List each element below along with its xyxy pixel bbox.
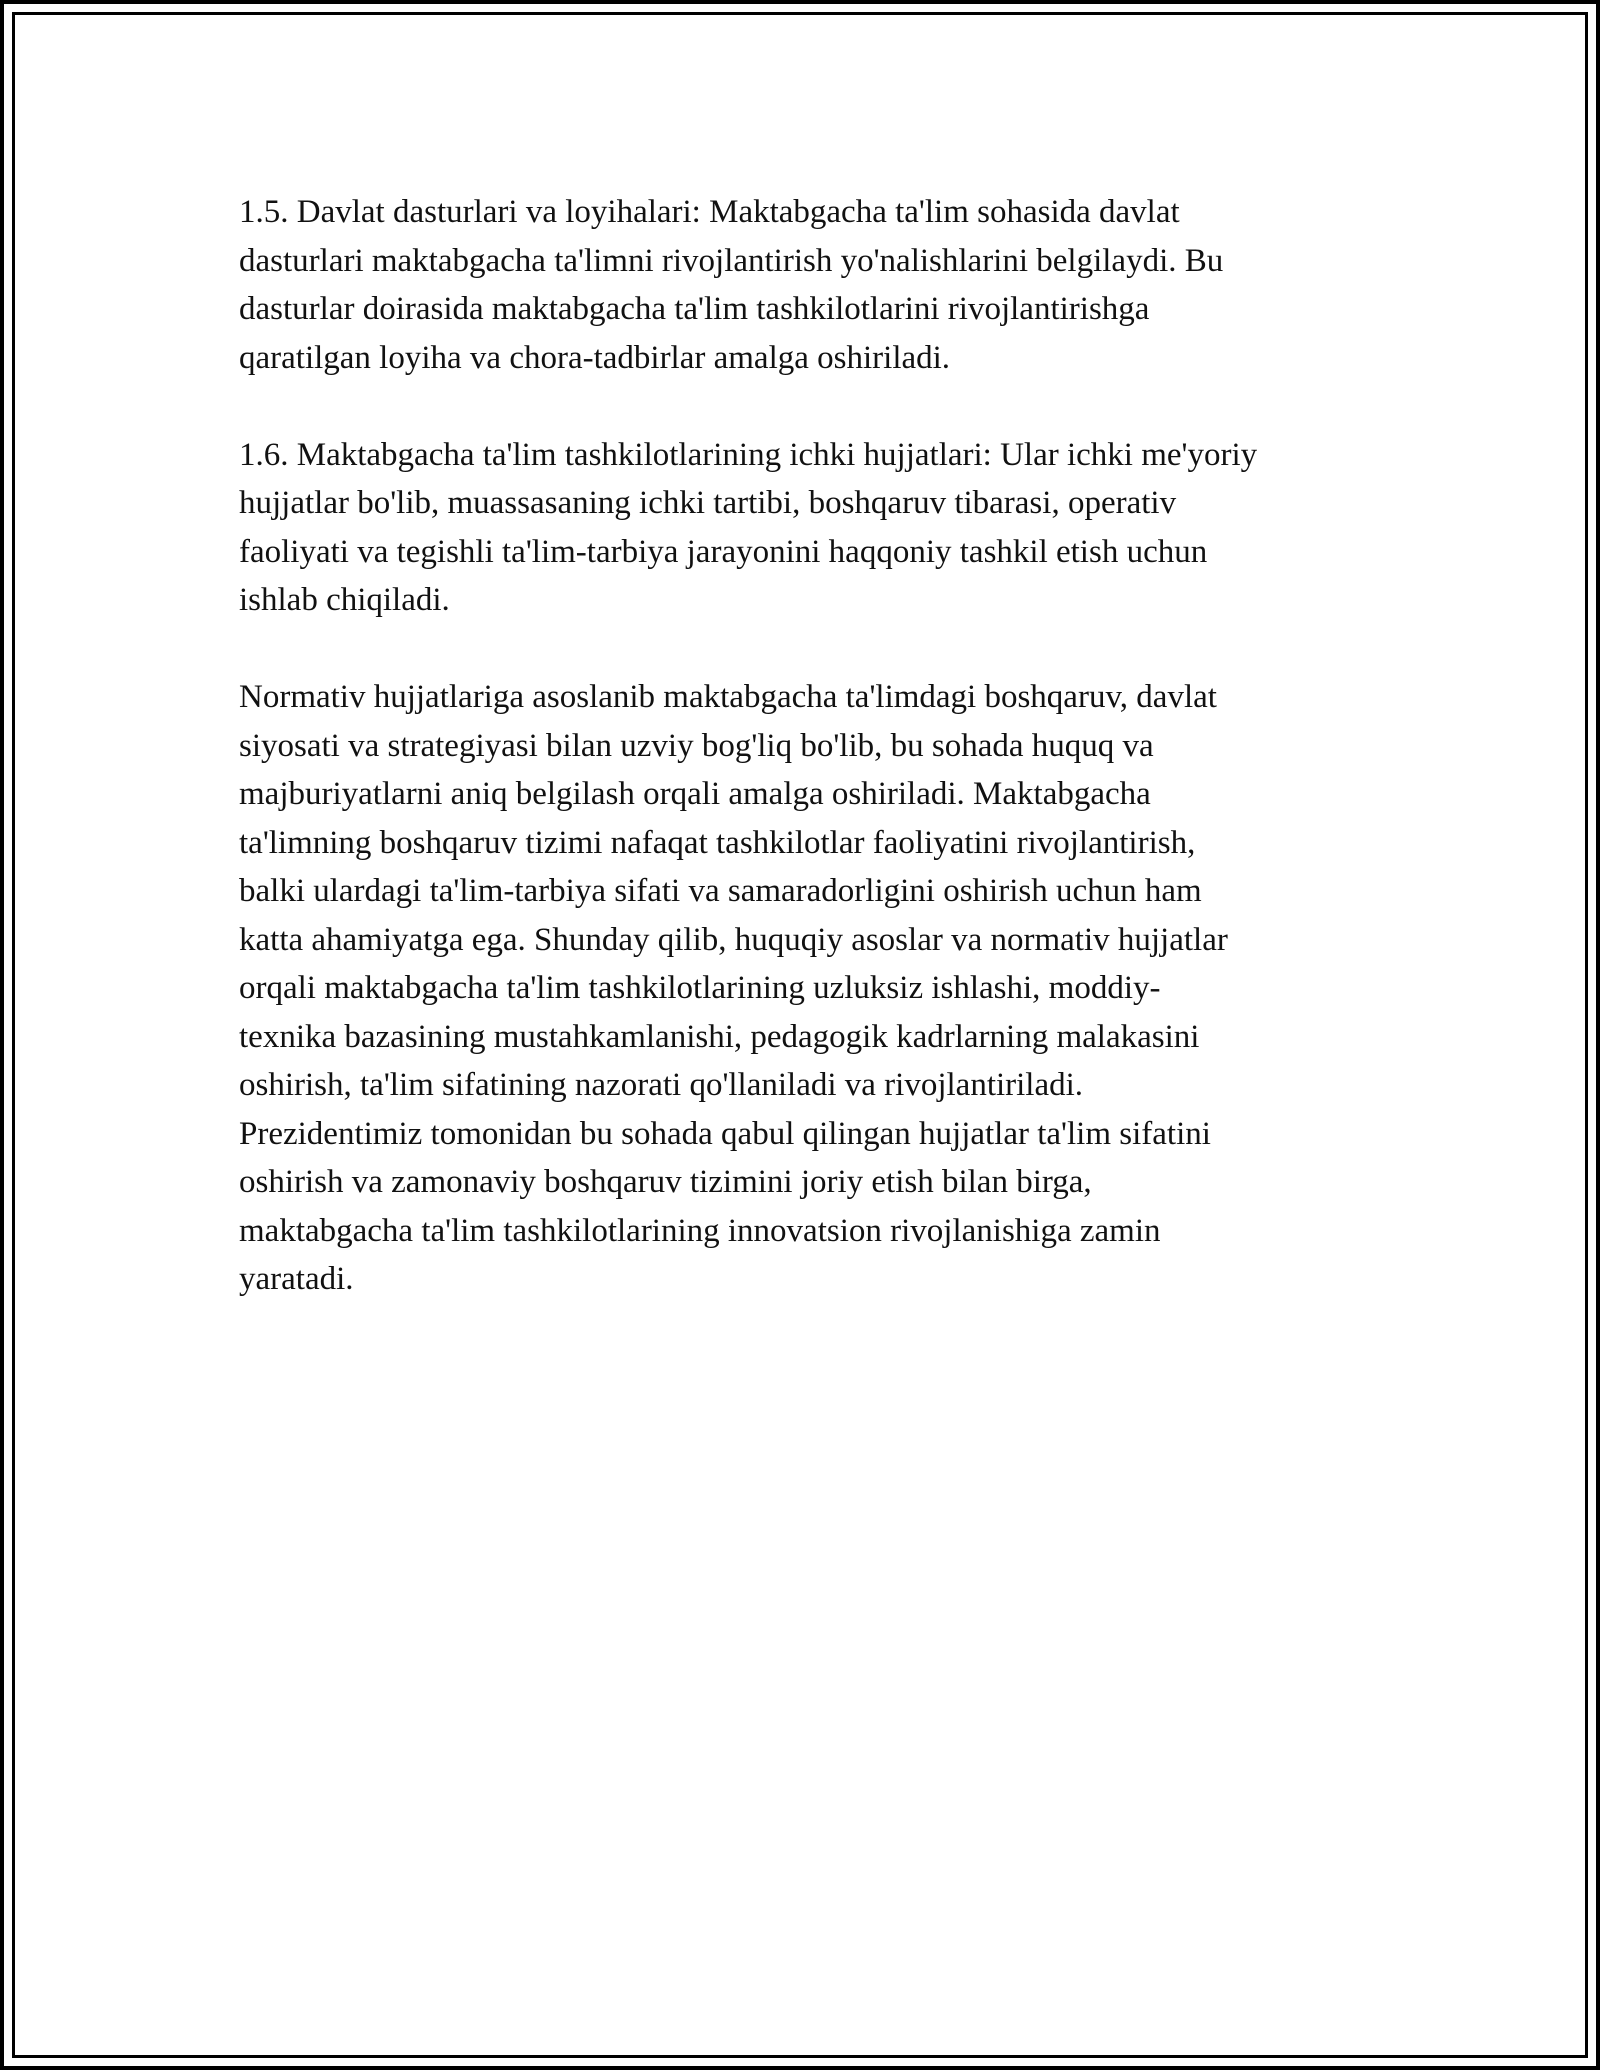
- document-body: [239, 188, 1369, 1352]
- paragraph-normative-documents-summary: Normativ hujjatlariga asoslanib maktabgacha ta'limdagi boshqaruv, davlat siyosati va strategiyasi bilan uzviy bog'liq bo'lib, bu sohada huquq va majburiyatlarni aniq belgilash orqali amalga oshiriladi. Maktabgacha ta'limning boshqaruv tizimi nafaqat tashkilotlar faoliyatini rivojlantirish, balki ulardagi ta'lim-tarbiya sifati va samaradorligini oshirish uchun ham katta ahamiyatga ega. Shunday qilib, huquqiy asoslar va normativ hujjatlar orqali maktabgacha ta'lim tashkilotlarining uzluksiz ishlashi, moddiy- texnika bazasining mustahkamlanishi, pedagogik kadrlarning malakasini oshirish, ta'lim sifatining nazorati qo'llaniladi va rivojlantiriladi. Prezidentimiz tomonidan bu sohada qabul qilingan hujjatlar ta'lim sifatini oshirish va zamonaviy boshqaruv tizimini joriy etish bilan birga, maktabgacha ta'lim tashkilotlarining innovatsion rivojlanishiga zamin yaratadi.: [239, 679, 1228, 1297]
- paragraph-1-5-state-programs: 1.5. Davlat dasturlari va loyihalari: Maktabgacha ta'lim sohasida davlat dasturlari maktabgacha ta'limni rivojlantirish yo'nalishlarini belgilaydi. Bu dasturlar doirasida maktabgacha ta'lim tashkilotlarini rivojlantirishga qaratilgan loyiha va chora-tadbirlar amalga oshiriladi.: [239, 194, 1224, 376]
- paragraph-1-6-internal-documents: 1.6. Maktabgacha ta'lim tashkilotlarining ichki hujjatlari: Ular ichki me'yoriy hujjatlar bo'lib, muassasaning ichki tartibi, boshqaruv tibarasi, operativ faoliyati va tegishli ta'lim-tarbiya jarayonini haqqoniy tashkil etish uchun ishlab chiqiladi.: [239, 436, 1258, 618]
